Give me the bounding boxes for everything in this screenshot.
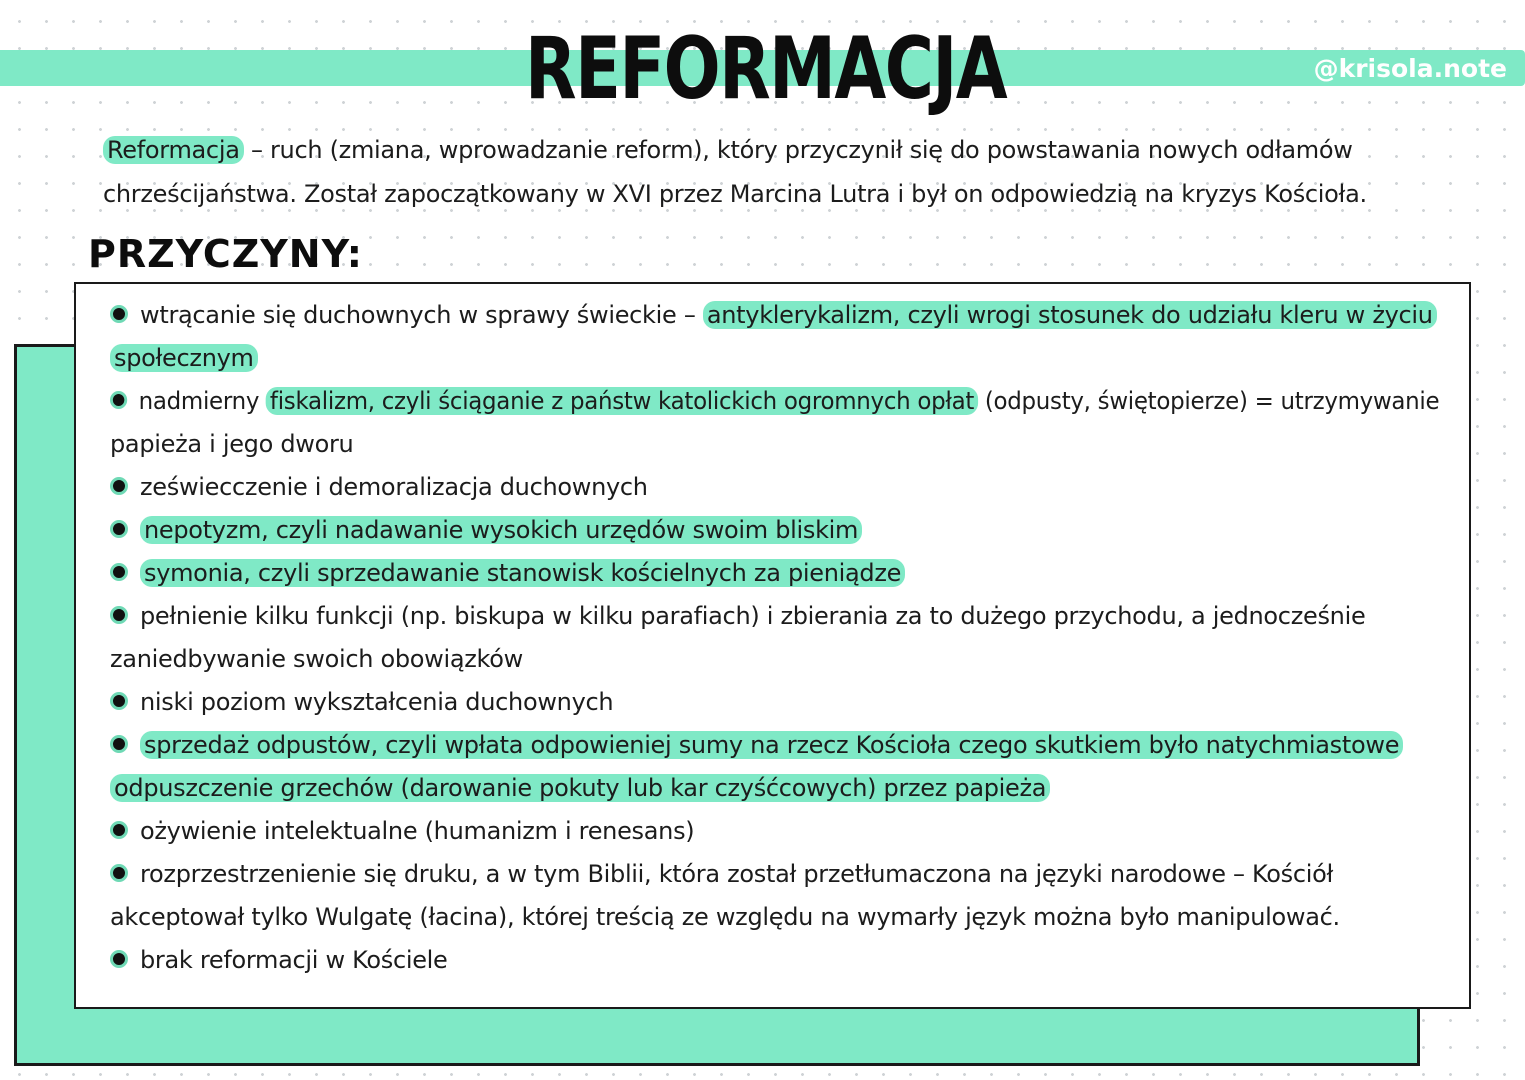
list-item [110, 466, 1440, 509]
cause-text: niski poziom wykształcenia duchownych [140, 688, 614, 716]
bullet-icon [110, 950, 128, 968]
cause-text: rozprzestrzenienie się druku, a w tym Biblii, która został przetłumaczona na języki narodowe – Kościół [140, 860, 1334, 888]
list-item [110, 595, 1440, 681]
cause-highlight: społecznym [110, 344, 258, 372]
list-item [110, 853, 1440, 939]
cause-text: brak reformacji w Kościele [140, 946, 448, 974]
definition-line-2: chrześcijaństwa. Został zapoczątkowany w XVI przez Marcina Lutra i był on odpowiedzią na kryzys Kościoła. [103, 180, 1367, 208]
list-item [110, 681, 1440, 724]
bullet-icon [110, 864, 128, 882]
list-item-line [110, 595, 1440, 638]
cause-highlight: antyklerykalizm, czyli wrogi stosunek do udziału kleru w życiu [703, 301, 1437, 329]
list-item-line [110, 810, 1440, 853]
list-item-line [110, 552, 1440, 595]
definition-text: – ruch (zmiana, wprowadzanie reform), który przyczynił się do powstawania nowych odłamów [243, 136, 1353, 164]
list-item [110, 509, 1440, 552]
list-item-line [110, 294, 1440, 337]
list-item-continuation [110, 337, 1440, 380]
list-item [110, 810, 1440, 853]
cause-text: ożywienie intelektualne (humanizm i renesans) [140, 817, 695, 845]
bullet-icon [110, 305, 128, 323]
causes-heading: PRZYCZYNY: [88, 232, 363, 276]
list-item [110, 724, 1440, 810]
causes-list [110, 294, 1440, 982]
causes-box [74, 282, 1471, 1009]
cause-text: zeświecczenie i demoralizacja duchownych [140, 473, 648, 501]
list-item-continuation: zaniedbywanie swoich obowiązków [110, 645, 524, 673]
definition-paragraph [103, 128, 1433, 216]
defined-term-highlight: Reformacja [103, 136, 244, 164]
cause-text: (odpusty, świętopierze) = utrzymywanie [977, 387, 1440, 415]
author-handle: @krisola.note [1313, 54, 1507, 83]
list-item-line [110, 466, 1440, 509]
bullet-icon [110, 821, 128, 839]
cause-highlight: fiskalizm, czyli ściąganie z państw katolickich ogromnych opłat [266, 387, 978, 415]
definition-line-1 [103, 128, 1433, 172]
list-item [110, 380, 1440, 466]
bullet-icon [110, 477, 128, 495]
cause-highlight: odpuszczenie grzechów (darowanie pokuty lub kar czyśćcowych) przez papieża [110, 774, 1050, 802]
cause-text: pełnienie kilku funkcji (np. biskupa w kilku parafiach) i zbierania za to dużego przychodu, a jednocześnie [140, 602, 1366, 630]
bullet-icon [110, 735, 128, 753]
cause-text: nadmierny [138, 387, 267, 415]
bullet-icon [110, 520, 128, 538]
list-item-line [110, 681, 1440, 724]
bullet-icon [110, 391, 127, 409]
cause-highlight: sprzedaż odpustów, czyli wpłata odpowieniej sumy na rzecz Kościoła czego skutkiem było natychmiastowe [140, 731, 1403, 759]
list-item [110, 552, 1440, 595]
bullet-icon [110, 606, 128, 624]
list-item [110, 939, 1440, 982]
bullet-icon [110, 563, 128, 581]
list-item-line [110, 380, 1440, 423]
cause-text: wtrącanie się duchownych w sprawy świeckie – [140, 301, 703, 329]
list-item-line [110, 939, 1440, 982]
list-item-continuation: akceptował tylko Wulgatę (łacina), której treścią ze względu na wymarły język można było manipulować. [110, 903, 1340, 931]
list-item [110, 294, 1440, 380]
list-item-continuation [110, 767, 1440, 810]
list-item-continuation: papieża i jego dworu [110, 430, 354, 458]
cause-highlight: nepotyzm, czyli nadawanie wysokich urzędów swoim bliskim [140, 516, 862, 544]
page-title: REFORMACJA [525, 19, 1007, 119]
list-item-line [110, 724, 1440, 767]
cause-highlight: symonia, czyli sprzedawanie stanowisk kościelnych za pieniądze [140, 559, 905, 587]
list-item-line [110, 509, 1440, 552]
list-item-line [110, 853, 1440, 896]
bullet-icon [110, 692, 128, 710]
